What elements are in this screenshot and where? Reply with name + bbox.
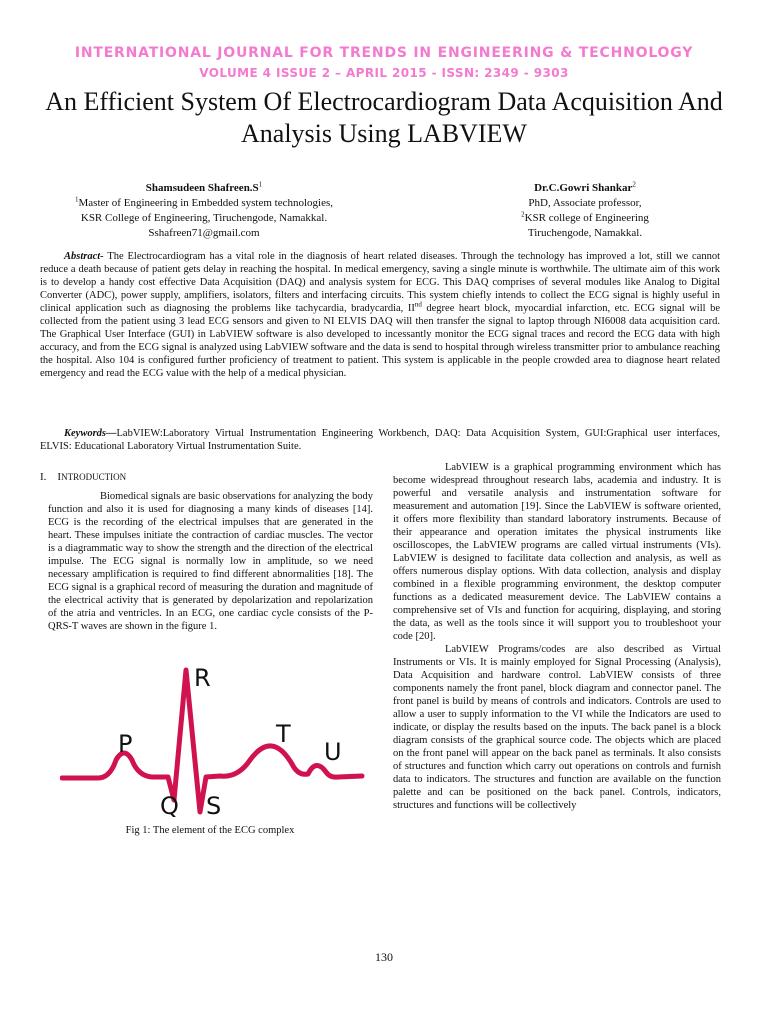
intro-paragraph: Biomedical signals are basic observations for analyzing the body function and also it is used for diagnosing a many kinds of diseases [14]. ECG is the recording of the electrical impulses that are generated in the heart. These impulses initiate the contraction of cardiac muscles. The vector is a diagrammatic way to show the strength and the direction of the electrical impulse. The ECG signal is normally low in amplitude, so we need necessary amplification is required to find different abnormalities [18]. The ECG signal is a graphical record of measuring the duration and magnitude of the electrical activity that is generated by depolarization and repolarization of the atria and ventricles. In an ECG, one cardiac cycle consists of the P-QRS-T waves are shown in the figure 1. xyxy=(48,491,373,632)
keywords-text: LabVIEW:Laboratory Virtual Instrumentation Engineering Workbench, DAQ: Data Acquisition System, GUI:Graphical user interfaces, ELVIS: Educational Laboratory Virtual Instrumentation Suite. xyxy=(40,428,720,452)
author-1-email: Sshafreen71@gmail.com xyxy=(148,227,260,239)
labview-paragraph-2: LabVIEW Programs/codes are also described as Virtual Instruments or VIs. It is mainly employed for Signal Processing (Analysis), Data Acquisition and hardware control. LabVIEW consists of three components namely the front panel, block diagram and connector panel. The front panel is build by means of controls and indicators. Controls are used to allow a user to supply information to the VI while the Indicators are used to indicate, or display the results based on the inputs. The back panel is a block diagram consists of the graphical source code. The objects which are placed on the front panel will appear on the back panel as terminals. It also consists of structures and function which carry out operations on controls and furnish data to indicators. The structures and function are available on the function palette and can be positioned on the back panel. Controls, indicators, structures and functions will be collectively xyxy=(393,644,721,811)
author-2-name: Dr.C.Gowri Shankar xyxy=(534,182,633,194)
author-2-position: PhD, Associate professor, xyxy=(528,197,642,209)
author-2 xyxy=(420,181,750,241)
ecg-label-u: U xyxy=(324,738,342,766)
author-1-name: Shamsudeen Shafreen.S xyxy=(145,182,259,194)
journal-name: INTERNATIONAL JOURNAL FOR TRENDS IN ENGINEERING & TECHNOLOGY xyxy=(74,45,694,61)
author-2-affil-sup: 2 xyxy=(521,210,525,219)
author-2-sup: 2 xyxy=(632,180,636,189)
abstract xyxy=(40,250,720,380)
section-title-rest: NTRODUCTION xyxy=(61,472,127,482)
section-first-letter: I xyxy=(57,471,62,483)
abstract-label: Abstract- xyxy=(64,251,104,262)
author-1 xyxy=(34,181,374,241)
section-heading xyxy=(40,471,126,483)
author-1-degree: Master of Engineering in Embedded system technologies, xyxy=(78,197,333,209)
ecg-label-r: R xyxy=(194,664,211,692)
ecg-label-p: P xyxy=(118,730,133,758)
page-number: 130 xyxy=(375,950,393,964)
author-1-sup: 1 xyxy=(258,180,263,189)
figure-caption: Fig 1: The element of the ECG complex xyxy=(125,825,295,836)
ecg-label-t: T xyxy=(276,720,291,748)
abstract-sup: nd xyxy=(414,300,422,309)
journal-issue: VOLUME 4 ISSUE 2 – APRIL 2015 - ISSN: 2349 - 9303 xyxy=(199,66,569,80)
keywords xyxy=(40,427,720,453)
ecg-label-s: S xyxy=(206,792,222,820)
author-1-affil-sup: 1 xyxy=(75,195,79,204)
author-2-college: KSR college of Engineering xyxy=(524,212,649,224)
author-1-college: KSR College of Engineering, Tiruchengode, Namakkal. xyxy=(80,212,328,224)
author-2-location: Tiruchengode, Namakkal. xyxy=(527,227,643,239)
ecg-label-q: Q xyxy=(160,792,179,820)
ecg-figure xyxy=(60,660,370,820)
labview-paragraph-1: LabVIEW is a graphical programming environment which has become widespread throughout research labs, academia and industry. It is powerful and versatile analysis and instrumentation software for measurement and automation [19]. Since the LabVIEW is software oriented, it offers more flexibility than standard laboratory instruments. Because of their appearance and operation imitates the physical instruments like oscilloscopes, the LabVIEW programs are called virtual instruments (VIs). LabVIEW is designed to facilitate data collection and analysis, as well as offers numerous display options. With data collection, analysis and display combined in a flexible programming environment, the desktop computer functions as a dedicated measurement device. The LabVIEW contains a comprehensive set of VIs and function for acquiring, displaying, and storing the data, as well as the tools since it will support you to troubleshoot your code [20]. xyxy=(393,462,721,642)
abstract-text-a: The Electrocardiogram has a vital role in the diagnosis of heart related diseases. Through the technology has improved a lot, still we cannot reduce a death because of patient gets delay in reaching the hospital. In medical emergency, saving a single minute is worthwhile. The ultimate aim of this work is to develop a handy cost effective Data Acquisition (DAQ) and analysis system for ECG. This DAQ comprises of several modules like Analog to Digital Converter (ADC), power supply, amplifiers, isolators, filters and interfacing circuits. This system chiefly intends to collect the ECG signal is highly useful in clinical application such as diagnosing the problems like tachycardia, bradycardia, II xyxy=(40,251,720,314)
section-number: I. xyxy=(40,471,47,483)
ecg-waveform xyxy=(62,670,362,812)
abstract-text-b: degree heart block, myocardial infarction, etc. ECG signal will be collected from the patient using 3 lead ECG sensors and given to NI ELVIS DAQ will then transfer the signal to laptop through NI6008 data acquisition card. The Graphical User Interface (GUI) in LabVIEW software is also developed to incessantly monitor the ECG signal traces and record the ECG data with high accuracy, and from the ECG signal is analyzed using LabVIEW software and the data is send to hospital through wireless transmitter prior to ambulance reaching the hospital. Also 104 is configured further proficiency of treatment to patient. This system is applicable in the people crowded area to diagnose heart related emergency and read the ECG value with the help of a medical physician. xyxy=(40,303,721,379)
column-right xyxy=(393,461,721,812)
paper-title: An Efficient System Of Electrocardiogram Data Acquisition And Analysis Using LABVIEW xyxy=(45,87,723,148)
column-left xyxy=(48,490,373,633)
keywords-label: Keywords— xyxy=(64,428,117,439)
